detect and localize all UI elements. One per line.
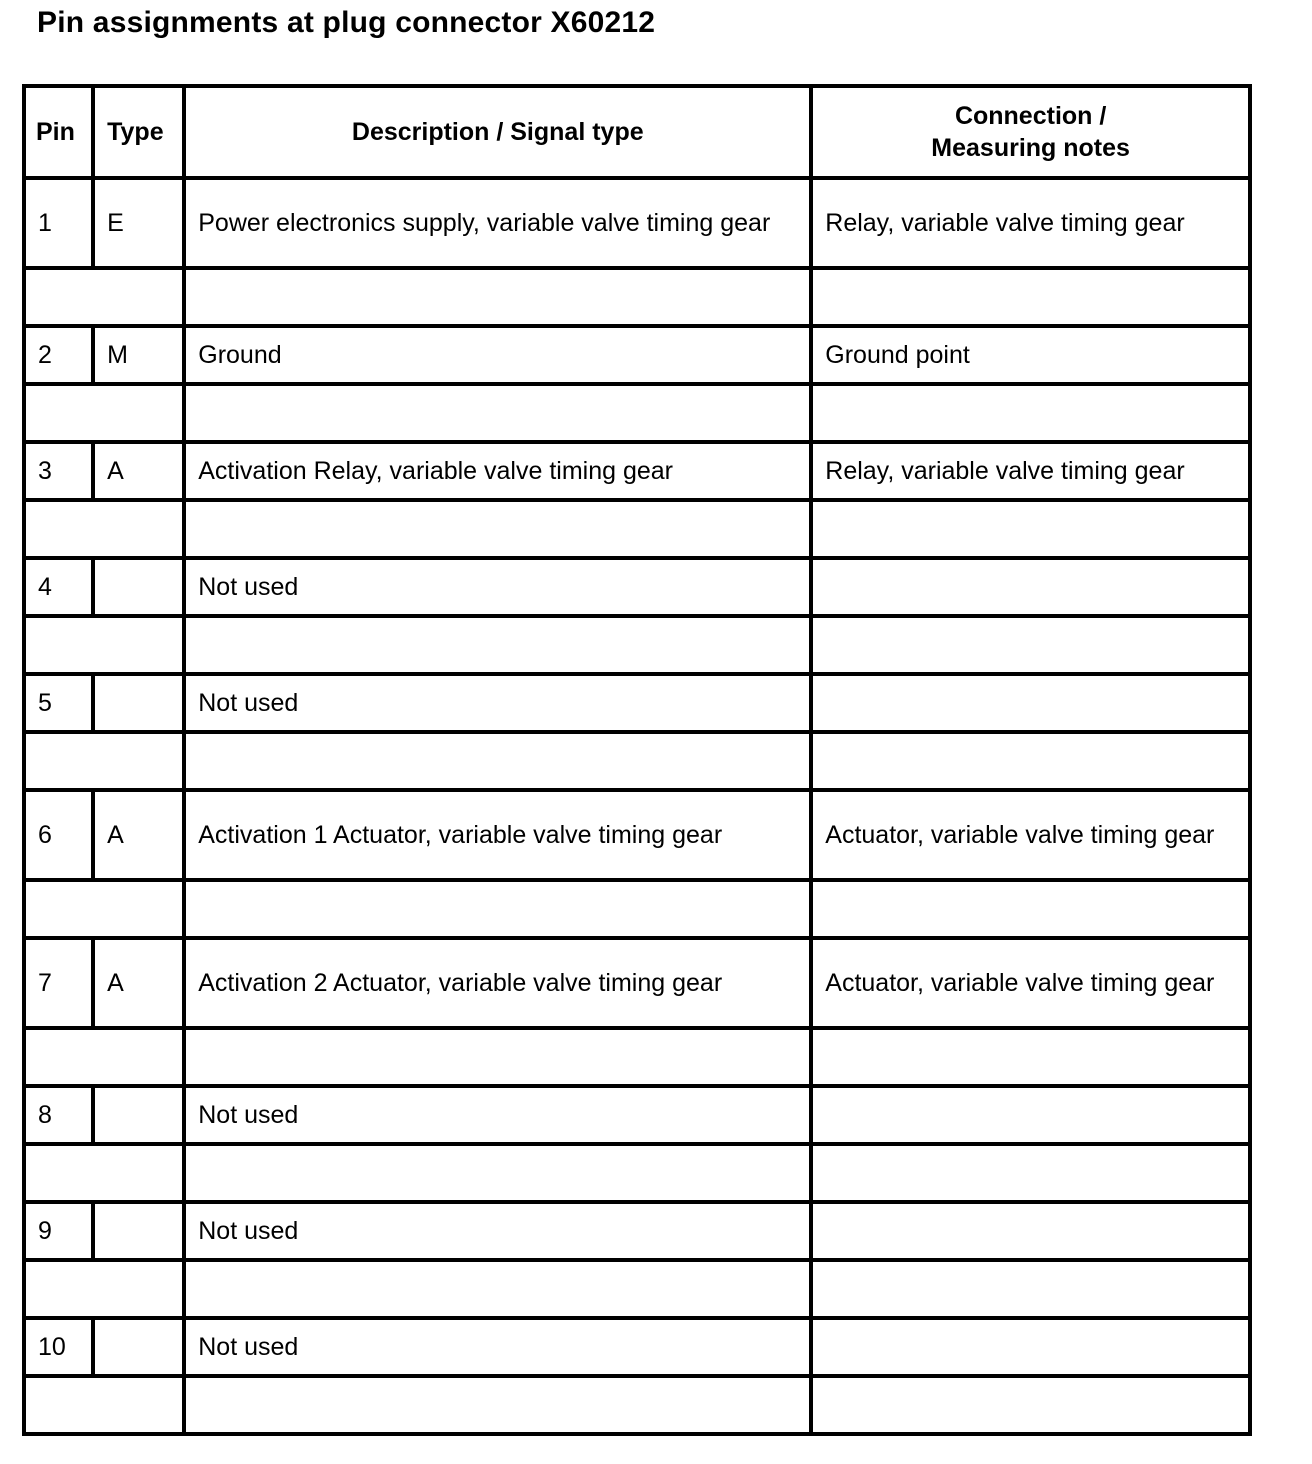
table-row	[24, 1318, 1250, 1376]
cell-type: M	[93, 326, 184, 384]
spacer-cell	[184, 1144, 811, 1202]
cell-type: A	[93, 790, 184, 880]
spacer-row	[24, 384, 1250, 442]
cell-type: A	[93, 442, 184, 500]
cell-connection: Ground point	[811, 326, 1250, 384]
cell-type	[93, 1318, 184, 1376]
cell-connection	[811, 1318, 1250, 1376]
column-header-connection-line2: Measuring notes	[931, 134, 1130, 162]
spacer-cell	[24, 616, 184, 674]
cell-connection: Actuator, variable valve timing gear	[811, 938, 1250, 1028]
cell-pin: 6	[24, 790, 93, 880]
spacer-cell	[811, 880, 1250, 938]
spacer-cell	[24, 1144, 184, 1202]
cell-description: Not used	[184, 674, 811, 732]
cell-type	[93, 1086, 184, 1144]
column-header-description: Description / Signal type	[184, 86, 811, 178]
cell-description: Not used	[184, 1202, 811, 1260]
spacer-cell	[811, 268, 1250, 326]
cell-connection	[811, 558, 1250, 616]
table-row	[24, 1202, 1250, 1260]
page-title: Pin assignments at plug connector X60212	[37, 6, 656, 39]
spacer-cell	[184, 1376, 811, 1434]
cell-pin: 10	[24, 1318, 93, 1376]
cell-pin: 2	[24, 326, 93, 384]
table-row	[24, 178, 1250, 268]
cell-description: Not used	[184, 1086, 811, 1144]
spacer-cell	[24, 384, 184, 442]
spacer-row	[24, 880, 1250, 938]
cell-type	[93, 674, 184, 732]
spacer-row	[24, 1376, 1250, 1434]
column-header-connection	[811, 86, 1250, 178]
spacer-cell	[24, 1376, 184, 1434]
cell-description: Activation Relay, variable valve timing gear	[184, 442, 811, 500]
cell-pin: 1	[24, 178, 93, 268]
table-row	[24, 674, 1250, 732]
spacer-cell	[811, 1260, 1250, 1318]
pin-assignment-table	[22, 84, 1252, 1436]
spacer-cell	[811, 1376, 1250, 1434]
cell-type: A	[93, 938, 184, 1028]
spacer-row	[24, 268, 1250, 326]
table-row	[24, 558, 1250, 616]
cell-pin: 9	[24, 1202, 93, 1260]
table-row	[24, 326, 1250, 384]
spacer-cell	[184, 500, 811, 558]
spacer-cell	[24, 268, 184, 326]
cell-pin: 4	[24, 558, 93, 616]
spacer-cell	[184, 732, 811, 790]
column-header-type: Type	[93, 86, 184, 178]
spacer-cell	[811, 1028, 1250, 1086]
cell-description: Power electronics supply, variable valve timing gear	[184, 178, 811, 268]
spacer-cell	[811, 1144, 1250, 1202]
spacer-row	[24, 616, 1250, 674]
table-header-row	[24, 86, 1250, 178]
cell-connection: Relay, variable valve timing gear	[811, 178, 1250, 268]
spacer-row	[24, 732, 1250, 790]
spacer-cell	[184, 1028, 811, 1086]
spacer-cell	[24, 732, 184, 790]
spacer-row	[24, 1028, 1250, 1086]
spacer-cell	[184, 1260, 811, 1318]
cell-description: Activation 2 Actuator, variable valve timing gear	[184, 938, 811, 1028]
cell-type: E	[93, 178, 184, 268]
spacer-row	[24, 1260, 1250, 1318]
table-row	[24, 442, 1250, 500]
spacer-cell	[811, 500, 1250, 558]
spacer-row	[24, 1144, 1250, 1202]
cell-pin: 3	[24, 442, 93, 500]
cell-connection	[811, 674, 1250, 732]
spacer-row	[24, 500, 1250, 558]
spacer-cell	[184, 268, 811, 326]
table-row	[24, 938, 1250, 1028]
cell-description: Not used	[184, 558, 811, 616]
spacer-cell	[24, 880, 184, 938]
cell-connection	[811, 1086, 1250, 1144]
cell-description: Not used	[184, 1318, 811, 1376]
spacer-cell	[811, 384, 1250, 442]
cell-pin: 5	[24, 674, 93, 732]
spacer-cell	[24, 1260, 184, 1318]
spacer-cell	[24, 500, 184, 558]
cell-connection	[811, 1202, 1250, 1260]
spacer-cell	[811, 616, 1250, 674]
cell-connection: Actuator, variable valve timing gear	[811, 790, 1250, 880]
cell-connection: Relay, variable valve timing gear	[811, 442, 1250, 500]
cell-pin: 7	[24, 938, 93, 1028]
spacer-cell	[184, 880, 811, 938]
column-header-pin: Pin	[24, 86, 93, 178]
cell-description: Activation 1 Actuator, variable valve timing gear	[184, 790, 811, 880]
cell-description: Ground	[184, 326, 811, 384]
spacer-cell	[184, 616, 811, 674]
cell-type	[93, 558, 184, 616]
spacer-cell	[184, 384, 811, 442]
spacer-cell	[24, 1028, 184, 1086]
cell-type	[93, 1202, 184, 1260]
cell-pin: 8	[24, 1086, 93, 1144]
column-header-connection-line1: Connection /	[954, 102, 1107, 130]
table-row	[24, 790, 1250, 880]
table-row	[24, 1086, 1250, 1144]
spacer-cell	[811, 732, 1250, 790]
